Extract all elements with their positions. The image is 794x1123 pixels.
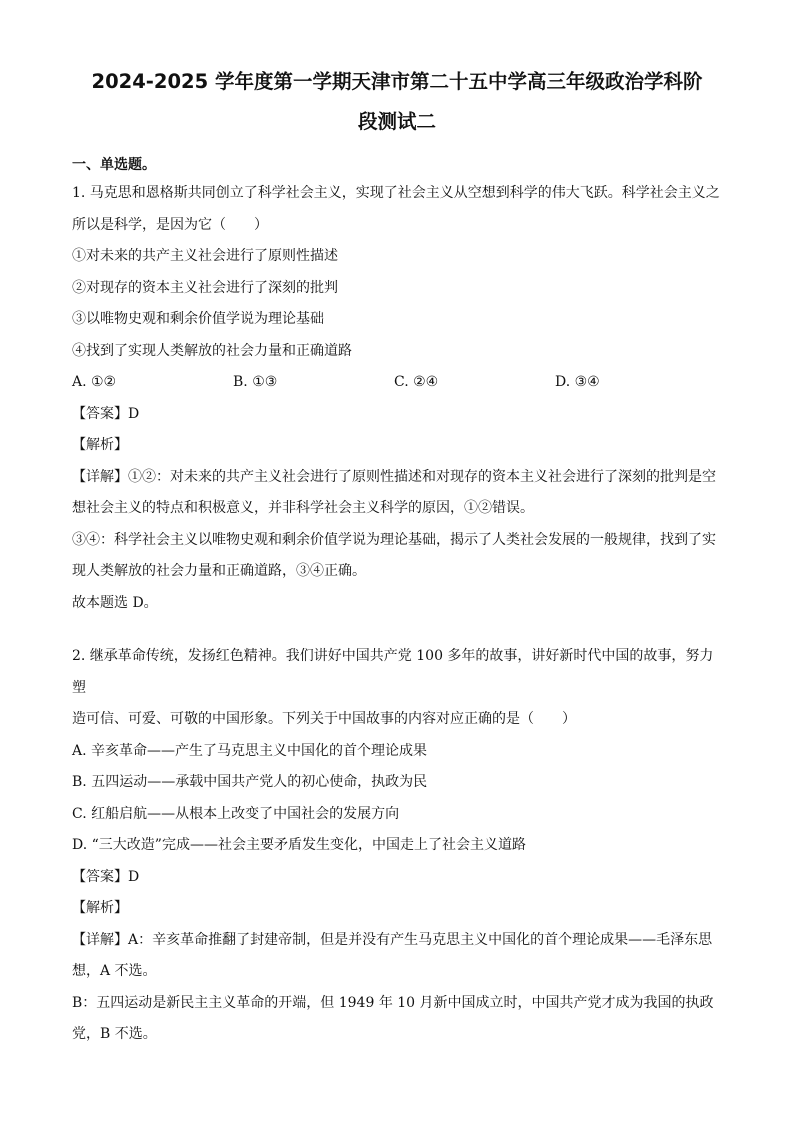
q1-detail-1-line-2: 想社会主义的特点和积极意义，并非科学社会主义科学的原因，①②错误。	[72, 500, 534, 516]
q2-analysis-label: 【解析】	[72, 900, 128, 916]
q1-analysis-label: 【解析】	[72, 437, 128, 453]
q2-detail-label: 【详解】	[72, 931, 128, 948]
q2-detail-a-text: A：辛亥革命推翻了封建帝制，但是并没有产生马克思主义中国化的首个理论成果——毛泽东思	[128, 931, 713, 948]
section-heading: 一、单选题。	[72, 157, 156, 173]
q2-detail-b-line-2: 党，B 不选。	[72, 1026, 157, 1042]
q1-item-1: ①对未来的共产主义社会进行了原则性描述	[72, 248, 338, 264]
q2-option-a: A. 辛亥革命——产生了马克思主义中国化的首个理论成果	[72, 742, 428, 759]
question-2	[72, 641, 722, 1051]
q1-answer: 【答案】D	[72, 405, 140, 422]
q2-detail-b-line-1: B：五四运动是新民主主义革命的开端，但 1949 年 10 月新中国成立时，中国共产党才成为我国的执政	[72, 994, 714, 1011]
q2-detail-a-line-2: 想，A 不选。	[72, 963, 157, 979]
q1-detail-2-line-2: 现人类解放的社会力量和正确道路，③④正确。	[72, 563, 366, 579]
q1-option-c: C. ②④	[394, 374, 439, 390]
q2-option-c: C. 红船启航——从根本上改变了中国社会的发展方向	[72, 805, 400, 822]
q1-stem-line-1: 1. 马克思和恩格斯共同创立了科学社会主义，实现了社会主义从空想到科学的伟大飞跃。科学社会主义之	[72, 185, 720, 201]
q1-item-4: ④找到了实现人类解放的社会力量和正确道路	[72, 342, 352, 359]
q1-conclusion: 故本题选 D。	[72, 594, 158, 611]
q2-option-b: B. 五四运动——承载中国共产党人的初心使命，执政为民	[72, 774, 428, 790]
q2-option-d: D. “三大改造”完成——社会主要矛盾发生变化，中国走上了社会主义道路	[72, 837, 526, 853]
q1-option-b: B. ①③	[233, 374, 278, 390]
question-1	[72, 178, 722, 619]
q1-option-d: D. ③④	[555, 374, 600, 390]
title-line-2: 段测试二	[357, 110, 436, 133]
q1-options	[72, 367, 722, 399]
q2-detail-a	[72, 925, 722, 957]
q2-stem-line-2: 造可信、可爱、可敬的中国形象。下列关于中国故事的内容对应正确的是（ ）	[72, 711, 576, 727]
q1-option-a: A. ①②	[72, 374, 117, 390]
q1-stem-line-2: 所以是科学，是因为它（ ）	[72, 216, 268, 233]
q1-item-2: ②对现存的资本主义社会进行了深刻的批判	[72, 279, 338, 296]
q1-detail-2-line-1: ③④：科学社会主义以唯物史观和剩余价值学说为理论基础，揭示了人类社会发展的一般规律，找到了实	[72, 531, 716, 548]
page-title	[72, 62, 722, 142]
title-line-1: 2024-2025 学年度第一学期天津市第二十五中学高三年级政治学科阶	[91, 70, 703, 93]
q1-item-3: ③以唯物史观和剩余价值学说为理论基础	[72, 311, 324, 327]
q1-detail-label: 【详解】	[72, 468, 128, 485]
q1-detail-1-text: ①②：对未来的共产主义社会进行了原则性描述和对现存的资本主义社会进行了深刻的批判是空	[128, 468, 716, 485]
q1-detail-1	[72, 462, 722, 494]
q2-answer: 【答案】D	[72, 868, 140, 885]
q2-stem-line-1: 2. 继承革命传统，发扬红色精神。我们讲好中国共产党 100 多年的故事，讲好新时代中国的故事，努力塑	[72, 648, 714, 696]
